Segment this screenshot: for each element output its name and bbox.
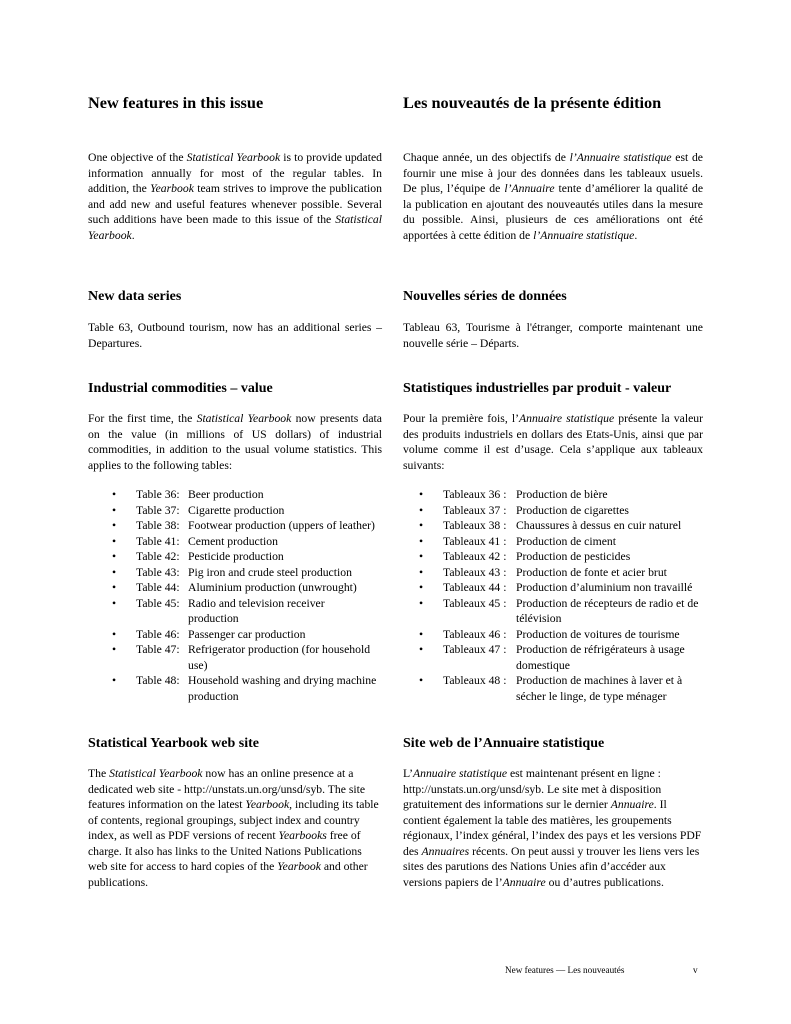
section-heading-commodities-fr: Statistiques industrielles par produit - valeur: [403, 381, 672, 396]
list-item: • Tableaux 38 : Chaussures à dessus en cuir naturel: [443, 518, 708, 534]
list-item: • Tableaux 44 : Production d’aluminium non travaillé: [443, 580, 708, 596]
data-series-paragraph-en: Table 63, Outbound tourism, now has an additional series – Departures.: [88, 321, 382, 350]
page-title-en: New features in this issue: [88, 93, 264, 112]
list-item: • Table 37: Cigarette production: [136, 503, 382, 519]
intro-paragraph-fr: Chaque année, un des objectifs de l’Annuaire statistique est de fournir une mise à jour des données dans les tableaux usuels. De plus, l’équipe de l’Annuaire tente d’améliorer la qualité de la publication en ajoutant des nouveautés utiles dans la mesure du possible. Ainsi, plusieurs de ces améliorations ont été apportées à cette édition de l’Annuaire statistique.: [403, 151, 704, 242]
section-heading-commodities-en: Industrial commodities – value: [88, 381, 273, 396]
section-heading-data-series-en: New data series: [88, 289, 182, 304]
section-heading-web-fr: Site web de l’Annuaire statistique: [403, 736, 605, 751]
page-title-fr: Les nouveautés de la présente édition: [403, 93, 662, 112]
list-item: • Table 48: Household washing and drying machine production: [136, 673, 382, 704]
list-item: • Tableaux 45 : Production de récepteurs de radio et de télévision: [443, 596, 708, 627]
footer-text: New features — Les nouveautés: [505, 965, 625, 975]
section-heading-web-en: Statistical Yearbook web site: [88, 736, 259, 751]
list-item: • Table 41: Cement production: [136, 534, 382, 550]
list-item: • Table 45: Radio and television receiver production: [136, 596, 382, 627]
list-item: • Table 42: Pesticide production: [136, 549, 382, 565]
list-item: • Tableaux 46 : Production de voitures de tourisme: [443, 627, 708, 643]
list-item: • Table 46: Passenger car production: [136, 627, 382, 643]
data-series-paragraph-fr: Tableau 63, Tourisme à l'étranger, comporte maintenant une nouvelle série – Départs.: [403, 321, 703, 350]
table-list-en: [136, 487, 382, 704]
commodities-paragraph-en: For the first time, the Statistical Yearbook now presents data on the value (in millions of US dollars) of industrial commodities, in addition to the usual volume statistics. This applies to the following tables:: [88, 412, 382, 472]
section-heading-data-series-fr: Nouvelles séries de données: [403, 289, 567, 304]
list-item: • Table 36: Beer production: [136, 487, 382, 503]
list-item: • Tableaux 42 : Production de pesticides: [443, 549, 708, 565]
web-paragraph-en: The Statistical Yearbook now has an online presence at a dedicated web site - http://unstats.un.org/unsd/syb. The site features information on the latest Yearbook, including its table of contents, regional groupings, subject index and country index, as well as PDF versions of recent Yearbooks free of charge. It also has links to the United Nations Publications web site for access to hard copies of the Yearbook and other publications.: [88, 767, 379, 889]
list-item: • Tableaux 43 : Production de fonte et acier brut: [443, 565, 708, 581]
commodities-paragraph-fr: Pour la première fois, l’Annuaire statistique présente la valeur des produits industriels en dollars des Etats-Unis, ainsi que par volume comme il est d’usage. Cela s’applique aux tableaux suivants:: [403, 412, 703, 472]
list-item: • Table 43: Pig iron and crude steel production: [136, 565, 382, 581]
intro-paragraph-en: One objective of the Statistical Yearbook is to provide updated information annually for most of the regular tables. In addition, the Yearbook team strives to improve the publication and add new and useful features whenever possible. Several such additions have been made to this issue of the Statistical Yearbook.: [88, 151, 382, 242]
list-item: • Tableaux 48 : Production de machines à laver et à sécher le linge, de type ménager: [443, 673, 708, 704]
list-item: • Table 47: Refrigerator production (for household use): [136, 642, 382, 673]
page-number: v: [693, 965, 698, 975]
list-item: • Tableaux 47 : Production de réfrigérateurs à usage domestique: [443, 642, 708, 673]
list-item: • Table 38: Footwear production (uppers of leather): [136, 518, 382, 534]
web-paragraph-fr: L’Annuaire statistique est maintenant présent en ligne : http://unstats.un.org/unsd/syb. Le site met à disposition gratuitement des informations sur le dernier Annuaire. Il contient également la table des matières, les groupements régionaux, l’index général, l’index des pays et les versions PDF des Annuaires récents. On peut aussi y trouver les liens vers les sites des parutions des Nations Unies afin d’accéder aux versions papiers de l’Annuaire ou d’autres publications.: [403, 767, 702, 889]
list-item: • Tableaux 36 : Production de bière: [443, 487, 708, 503]
page-footer: [505, 964, 705, 976]
list-item: • Tableaux 37 : Production de cigarettes: [443, 503, 708, 519]
list-item: • Table 44: Aluminium production (unwrought): [136, 580, 382, 596]
table-list-fr: [443, 487, 708, 704]
list-item: • Tableaux 41 : Production de ciment: [443, 534, 708, 550]
